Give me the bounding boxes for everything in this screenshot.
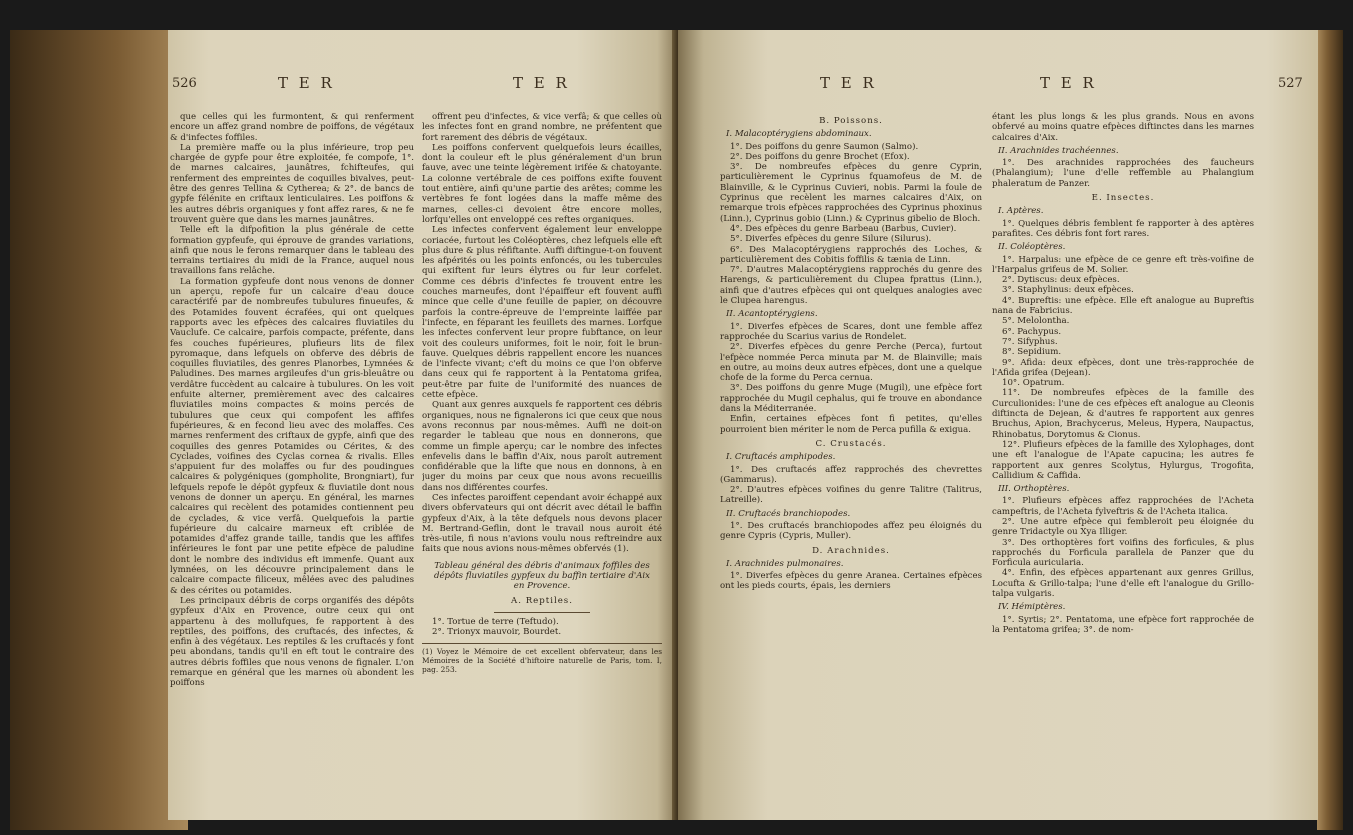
list-item: 4°. Enfin, des efpèces appartenant aux genres Grillus, Locufta & Grillo-talpa; l'une d'elle eft l'analogue du Grillo-talpa vulgaris. (992, 568, 1254, 600)
paragraph: que celles qui les furmontent, & qui renferment encore un affez grand nombre de poiffons, de végétaux & d'infectes foffiles. (170, 112, 414, 143)
left-column-2-text (422, 112, 662, 555)
subsection-heading: I. Aptères. (998, 206, 1044, 217)
paragraph: offrent peu d'infectes, & vice verfâ; & que celles où les infectes font en grand nombre, ne préfentent que fort rarement des débris de végétaux. (422, 112, 662, 143)
footnote: (1) Voyez le Mémoire de cet excellent obfervateur, dans les Mémoires de la Société d'hiftoire naturelle de Paris, tom. I, pag. 253. (422, 646, 662, 674)
list-item: 2°. D'autres efpèces voifines du genre Talitre (Talitrus, Latreille). (720, 485, 982, 506)
list-item: 1°. Harpalus: une efpèce de ce genre eft très-voifine de l'Harpalus grifeus de M. Solier. (992, 254, 1254, 275)
right-running-head-1: T E R (820, 74, 877, 92)
subsection-heading: II. Acantoptérygiens. (726, 309, 818, 320)
list-item: 7°. Sifyphus. (1002, 336, 1058, 347)
paragraph: Telle eft la difpofition la plus générale de cette formation gypfeufe, qui éprouve de grandes variations, ainfi que nous le ferons remarquer dans le tableau des terrains tertiaires du midi de la France, auquel nous travaillons fans relâche. (170, 225, 414, 277)
left-page-number: 526 (172, 76, 197, 91)
paragraph: La première maffe ou la plus inférieure, trop peu chargée de gypfe pour être exploitée, fe compofe, 1°. de marnes calcaires, jaunâtres, fchifteufes, qui renferment des empreintes de coquilles bivalves, peut-être des genres Tellina & Cytherea; & 2°. de bancs de gypfe félénite en criftaux lenticulaires. Les poiffons & les autres débris organiques y font affez rares, & ne fe trouvent guère que dans les marnes jaunâtres. (170, 142, 414, 225)
paragraph: Les poiffons confervent quelquefois leurs écailles, dont la couleur eft le plus généralement d'un brun fauve, avec une teinte légèrement irifée & chatoyante. La colonne vertébrale de ces poiffons exifte fouvent tout entière, ainfi qu'une partie des arêtes; comme les vertèbres fe font logées dans la maffe même des marnes, celles-ci devoient être encore molles, lorfqu'elles ont enveloppé ces reftes organiques. (422, 142, 662, 225)
footnote-rule (422, 643, 662, 644)
list-item: 1°. Des poiffons du genre Saumon (Salmo). (730, 141, 919, 152)
reptile-item-1: 1°. Tortue de terre (Teftudo). (432, 616, 559, 627)
right-page (678, 30, 1318, 820)
list-item: 5°. Diverfes efpèces du genre Silure (Silurus). (730, 234, 932, 245)
list-item: 1°. Plufieurs efpèces affez rapprochées de l'Acheta campeftris, de l'Acheta fylveftris & de l'Acheta italica. (992, 496, 1254, 517)
right-column-2 (992, 112, 1254, 820)
paragraph: Les principaux débris de corps organifés des dépôts gypfeux d'Aix en Provence, outre ceux qui ont appartenu à des mollufques, fe rapportent à des reptiles, des poiffons, des cruftacés, des infectes, & enfin à des végétaux. Les reptiles & les cruftacés y font peu abondans, tandis qu'il en eft tout le contraire des autres débris foffiles que nous venons de fignaler. L'on remarque en général que les marnes où abondent les poiffons (170, 595, 414, 689)
subsection-heading: II. Arachnides trachéennes. (998, 145, 1119, 156)
list-item: 2°. Des poiffons du genre Brochet (Efox). (730, 151, 910, 162)
list-item: 3°. Des poiffons du genre Muge (Mugil), une efpèce fort rapprochée du Mugil cephalus, qui fe trouve en abondance dans la Méditerranée. (720, 383, 982, 415)
section-rule (494, 612, 590, 613)
paragraph: étant les plus longs & les plus grands. Nous en avons obfervé au moins quatre efpèces diftinctes dans les marnes calcaires d'Aix. (992, 112, 1254, 143)
list-item: 4°. Des efpèces du genre Barbeau (Barbus, Cuvier). (730, 223, 957, 234)
list-item: 11°. De nombreufes efpèces de la famille des Curculionides: l'une de ces efpèces eft analogue au Cleonis diftincta de Dejean, & d'autres fe rapportent aux genres Bruchus, Apion, Brachycerus, Meleus, Hypera, Naupactus, Rhinobatus, Dorytomus & Cionus. (992, 388, 1254, 440)
section-heading: D. Arachnides. (812, 545, 890, 556)
section-heading: B. Poissons. (819, 116, 883, 126)
list-item: 3°. Staphylinus: deux efpèces. (1002, 285, 1134, 296)
list-item: 5°. Melolontha. (1002, 316, 1070, 327)
list-item: 4°. Bupreftis: une efpèce. Elle eft analogue au Bupreftis nana de Fabricius. (992, 295, 1254, 317)
right-column-1 (720, 112, 982, 820)
list-item: 1°. Des arachnides rapprochées des faucheurs (Phalangium); l'une d'elle reffemble au Phalangium phaleratum de Panzer. (992, 158, 1254, 189)
right-running-head-2: T E R (1040, 74, 1097, 92)
section-reptiles: A. Reptiles. (511, 595, 573, 606)
left-running-head-1: T E R (278, 74, 335, 92)
right-book-edge (1317, 30, 1343, 830)
list-item: 8°. Sepidium. (1002, 347, 1062, 358)
left-running-head-2: T E R (513, 74, 570, 92)
subsection-heading: I. Malacoptérygiens abdominaux. (726, 129, 872, 140)
list-item: 7°. D'autres Malacoptérygiens rapprochés du genre des Harengs, & particulièrement du Clupea fprattus (Linn.), ainfi que d'autres efpèces qui ont quelques analogies avec le Clupea harengus. (720, 265, 982, 307)
list-item: 12°. Plufieurs efpèces de la famille des Xylophages, dont une eft l'analogue de l'Apate capucina; les autres fe rapportent aux genres Scolytus, Hylurgus, Trogofita, Callidium & Caffida. (992, 439, 1254, 481)
list-item: 1°. Syrtis; 2°. Pentatoma, une efpèce fort rapprochée de la Pentatoma grifea; 3°. de nom- (992, 614, 1254, 635)
table-title: Tableau général des débris d'animaux foffiles des dépôts fluviatiles gypfeux du baffin tertiaire d'Aix en Provence. (433, 560, 651, 592)
subsection-heading: II. Cruftacés branchiopodes. (726, 508, 851, 519)
subsection-heading: III. Orthoptères. (998, 484, 1070, 495)
paragraph: Les infectes confervent également leur enveloppe coriacée, furtout les Coléoptères, chez lefquels elle eft plus dure & plus réfiftante. Auffi diftingue-t-on fouvent les afpérités ou les points enfoncés, ou les tubercules qui exiftent fur leurs élytres ou fur leur corfelet. Comme ces débris d'infectes fe trouvent entre les couches marneufes, dont l'épaiffeur eft fouvent auffi mince que celle d'une feuille de papier, on découvre parfois la contre-épreuve de l'empreinte laiffée par l'infecte, en féparant les feuillets des marnes. Lorfque les infectes confervent leur propre fubftance, on leur voit des couleurs uniformes, foit le noir, foit le brun-fauve. Quelques débris rappellent encore les nuances de l'infecte vivant; c'eft du moins ce que l'on obferve dans ceux qui fe rapportent à la Pentatoma grifea, peut-être par fuite de l'uniformité des nuances de cette efpèce. (422, 225, 662, 401)
list-item: 1°. Quelques débris femblent fe rapporter à des aptères parafites. Ces débris font fort rares. (992, 218, 1254, 239)
section-heading: E. Insectes. (1091, 193, 1155, 204)
left-book-edge (10, 30, 188, 830)
paragraph: La formation gypfeufe dont nous venons de donner un aperçu, repofe fur un calcaire d'eau douce caractérifé par de nombreufes tubulures finueufes, & des Potamides fouvent écrafées, qui ont quelques rapports avec les efpèces des calcaires fluviatiles du Vauclufe. Ce calcaire, parfois compacte, préfente, dans fes couches fupérieures, plufieurs lits de filex pyromaque, dans lefquels on obferve des débris de coquilles fluviatiles, des genres Planorbes, Lymnées & Paludines. Des marnes argileufes d'un gris-bleuâtre ou verdâtre fuccèdent au calcaire à tubulures. On les voit enfuite alterner, premièrement avec des calcaires fluviatiles moins compactes & moins percés de tubulures que ceux qui compofent les affifes fupérieures, & en fecond lieu avec des molaffes. Ces marnes renferment des criftaux de gypfe, ainfi que des coquilles des genres Potamides ou Cérites, & des Cyclades, voifines des Cyclas cornea & rivalis. Elles s'appuient fur des molaffes ou fur des poudingues calcaires & polygéniques (gompholite, Brongniart), fur lefquels repofe le dépôt gypfeux & fluviatile dont nous venons de donner un aperçu. En général, les marnes calcaires qui recèlent des potamides contiennent peu de cyclades, & vice verfâ. Quelquefois la partie fupérieure du calcaire marneux eft criblée de potamides d'affez grande taille, tandis que les affifes inférieures le font par une petite efpèce de paludine dont le nombre des individus eft immenfe. Quant aux lymnées, on les découvre principalement dans le calcaire compacte filiceux, mêlées avec des paludines & des cérites ou potamides. (170, 276, 414, 596)
left-page (168, 30, 678, 820)
list-item: 1°. Diverfes efpèces de Scares, dont une femble affez rapprochée du Scarius varius de Rondelet. (720, 321, 982, 342)
list-item: Enfin, certaines efpèces font fi petites, qu'elles pourroient bien mériter le nom de Perca pufilla & exigua. (720, 414, 982, 435)
left-column-2 (422, 112, 662, 820)
paragraph: Quant aux genres auxquels fe rapportent ces débris organiques, nous ne fignalerons ici que ceux que nous avons reconnus par nous-mêmes. Auffi ne doit-on regarder le tableau que nous en donnerons, que comme un fimple aperçu; car le nombre des infectes enfevelis dans le baffin d'Aix, nous paroît autrement confidérable que la lifte que nous en donnons, à en juger du moins par ceux que nous avons recueillis dans nos différentes courfes. (422, 400, 662, 493)
subsection-heading: I. Arachnides pulmonaires. (726, 558, 844, 569)
list-item: 3°. De nombreufes efpèces du genre Cyprin, particulièrement le Cyprinus fquamofeus de M. de Blainville, & le Cyprinus Cuvieri, nobis. Parmi la foule de Cyprinus que recèlent les marnes calcaires d'Aix, on remarque trois efpèces rapprochées des Cyprinus phoxinus (Linn.), Cyprinus gobio (Linn.) & Cyprinus gibelio de Bloch. (720, 162, 982, 224)
subsection-heading: IV. Hémiptères. (998, 602, 1066, 613)
list-item: 1°. Diverfes efpèces du genre Aranea. Certaines efpèces ont les pieds courts, épais, les derniers (720, 571, 982, 592)
list-item: 1°. Des cruftacés affez rapprochés des chevrettes (Gammarus). (720, 464, 982, 485)
subsection-heading: I. Cruftacés amphipodes. (726, 452, 836, 463)
list-item: 6°. Des Malacoptérygiens rapprochés des Loches, & particulièrement des Cobitis foffilis & tænia de Linn. (720, 244, 982, 265)
subsection-heading: II. Coléoptères. (998, 242, 1066, 253)
list-item: 2°. Diverfes efpèces du genre Perche (Perca), furtout l'efpèce nommée Perca minuta par M. de Blainville; mais en outre, au moins deux autres efpèces, dont une a quelque chofe de la forme du Perca cernua. (720, 342, 982, 384)
reptile-item-2: 2°. Trionyx mauvoir, Bourdet. (432, 627, 562, 638)
list-item: 6°. Pachypus. (1002, 326, 1062, 337)
left-column-1 (170, 112, 414, 820)
right-page-number: 527 (1278, 76, 1303, 91)
list-item: 10°. Opatrum. (1002, 378, 1065, 389)
list-item: 2°. Dytiscus: deux efpèces. (1002, 275, 1120, 286)
paragraph: Ces infectes paroiffent cependant avoir échappé aux divers obfervateurs qui ont décrit avec détail le baffin gypfeux d'Aix, à la tête defquels nous devons placer M. Bertrand-Geflin, dont le travail nous auroit été très-utile, fi nous n'avions voulu nous reftreindre aux faits que nous avions nous-mêmes obfervés (1). (422, 492, 662, 555)
list-item: 1°. Des cruftacés branchiopodes affez peu éloignés du genre Cypris (Cypris, Muller). (720, 520, 982, 542)
list-item: 2°. Une autre efpèce qui fembleroit peu éloignée du genre Tridactyle ou Xya Illiger. (992, 516, 1254, 538)
section-heading: C. Crustacés. (815, 438, 887, 449)
list-item: 3°. Des orthoptères fort voifins des forficules, & plus rapprochés du Forficula parallela de Panzer que du Forficula auricularia. (992, 537, 1254, 569)
list-item: 9°. Afida: deux efpèces, dont une très-rapprochée de l'Afida grifea (Dejean). (992, 357, 1254, 378)
